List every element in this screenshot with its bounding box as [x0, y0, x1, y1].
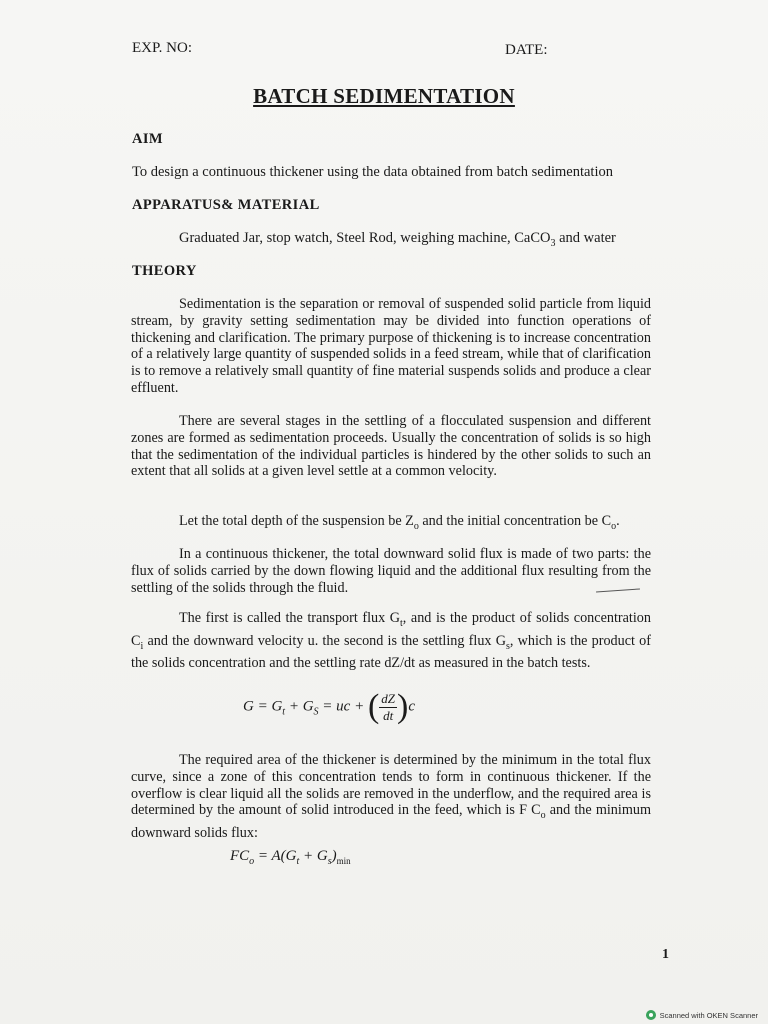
theory-paragraph-5: The first is called the transport flux $G_t$, and is the product of solids concentration $C_i$ and the downward velocity u. the second is the settling flux $G_s$, which is the product of the solids concentration and the settling rate dZ/dt as measured in the batch tests. — [131, 610, 651, 672]
page-number: 1 — [662, 947, 669, 962]
theory-paragraph-3: Let the total depth of the suspension be $Z_o$ and the initial concentration be $C_o$. — [179, 513, 620, 532]
theory-paragraph-4: In a continuous thickener, the total downward solid flux is made of two parts: the flux of solids carried by the down flowing liquid and the additional flux resulting from the settling of the solids through the fluid. — [131, 546, 651, 596]
apparatus-heading: APPARATUS& MATERIAL — [132, 197, 320, 213]
theory-paragraph-2: There are several stages in the settling of a flocculated suspension and different zones are formed as sedimentation proceeds. Usually the concentration of solids is so high that the sedimentation of the individual particles is hindered by the other solids to such an extent that all solids at a given level settle at a common velocity. — [131, 413, 651, 480]
derivative-fraction: $\frac{dZ}{dt}$ — [381, 690, 396, 723]
apparatus-text: Graduated Jar, stop watch, Steel Rod, weighing machine, CaCO$_3$ and water — [179, 230, 616, 249]
theory-heading: THEORY — [132, 263, 197, 279]
theory-paragraph-1: Sedimentation is the separation or removal of suspended solid particle from liquid stream, by gravity setting sedimentation may be divided into function operations of thickening and clarification. The primary purpose of thickening is to increase concentration of a relatively large quantity of suspended solids in a feed stream, while that of clarification is to remove a relatively small quantity of fine material suspends solids and produce a clear effluent. — [131, 296, 651, 396]
document-title: BATCH SEDIMENTATION — [253, 84, 515, 108]
watermark-text: Scanned with OKEN Scanner — [659, 1010, 758, 1020]
scanner-watermark — [646, 1010, 758, 1020]
exp-no-label: EXP. NO: — [132, 40, 193, 56]
aim-heading: AIM — [132, 131, 164, 147]
date-label: DATE: — [505, 42, 548, 58]
equation-total-flux: $G = G_t + G_S$ = uc + ( $\frac{dZ}{dt}$ )c — [243, 688, 416, 725]
equation-required-area: $FC_o = A(G_t + G_s)_{min}$ — [230, 848, 351, 867]
scanner-logo-icon — [646, 1010, 656, 1020]
theory-paragraph-6: The required area of the thickener is determined by the minimum in the total flux curve, since a zone of this concentration tends to form in continuous thickener. If the overflow is clear liquid all the solids are removed in the underflow, and the required area is determined by the amount of solid introduced in the feed, which is F $C_o$ and the minimum downward solids flux: — [131, 752, 652, 842]
aim-text: To design a continuous thickener using the data obtained from batch sedimentation — [132, 164, 613, 180]
